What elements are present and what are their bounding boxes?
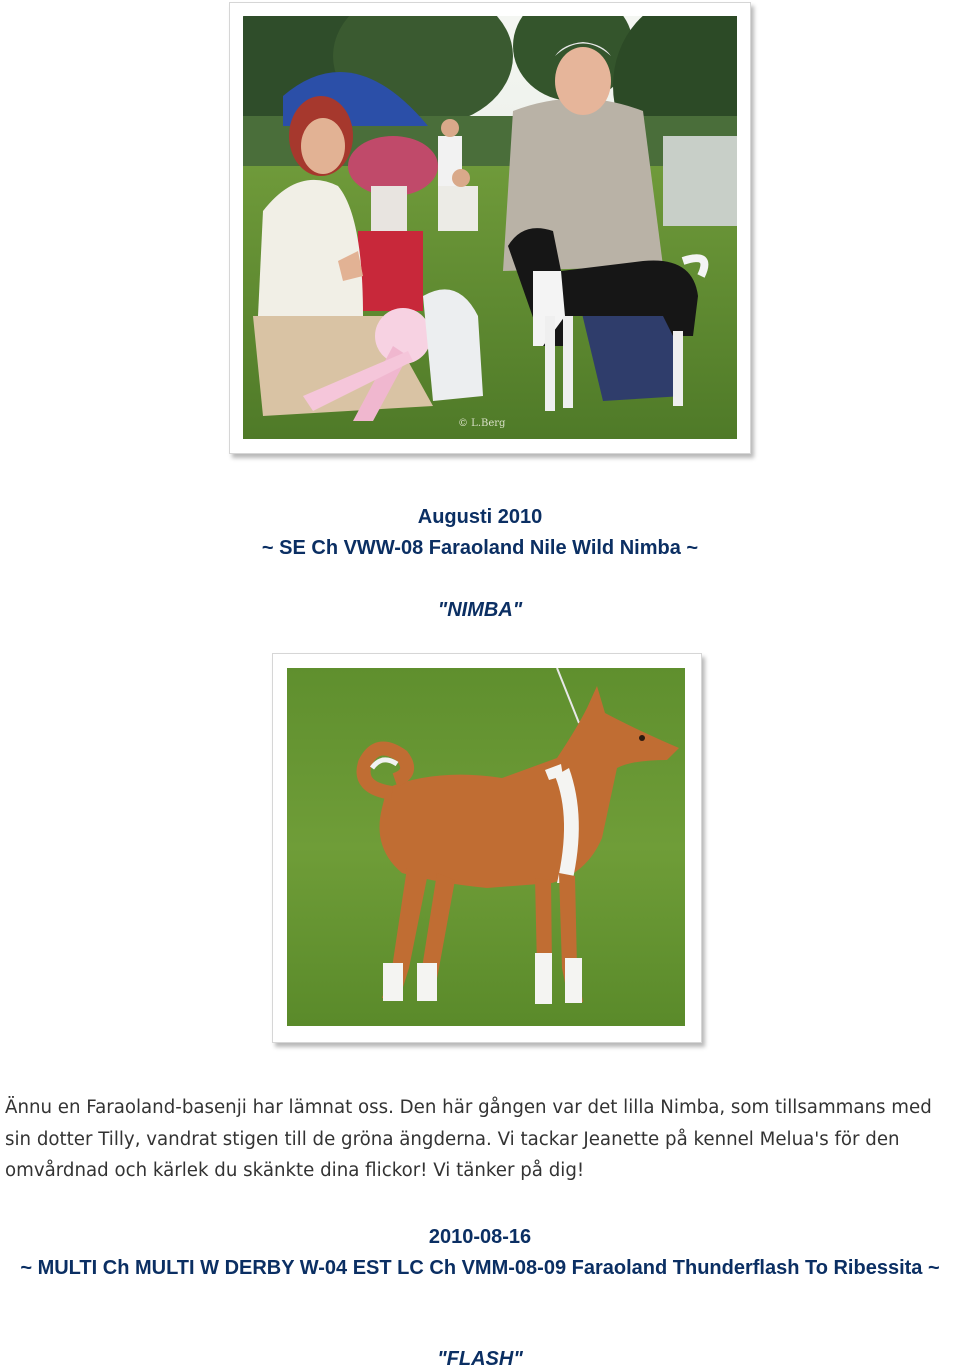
flash-call-name: "FLASH" [437, 1348, 523, 1370]
article-text: Ännu en Faraoland-basenji har lämnat oss. Den här gången var det lilla Nimba, som tillsammans med sin dotter Tilly, vandrat stigen till de gröna ängderna. Vi tackar Jeanette på kennel Melua's för den omvårdnad och kärlek du skänkte dina flickor! Vi tänker på dig! [5, 1097, 932, 1181]
nimba-title: ~ SE Ch VWW-08 Faraoland Nile Wild Nimba ~ [261, 537, 699, 559]
nimba-call-name: "NIMBA" [437, 599, 523, 621]
flash-date: 2010-08-16 [428, 1226, 532, 1248]
stack-photo [287, 668, 685, 1026]
photo-frame-award [229, 2, 751, 454]
photo-watermark: © L.Berg [458, 418, 506, 429]
photo-frame-stack [272, 653, 702, 1043]
flash-title: ~ MULTI Ch MULTI W DERBY W-04 EST LC Ch VMM-08-09 Faraoland Thunderflash To Ribessita ~ [20, 1257, 940, 1279]
award-photo [243, 16, 737, 439]
nimba-date: Augusti 2010 [417, 506, 543, 528]
